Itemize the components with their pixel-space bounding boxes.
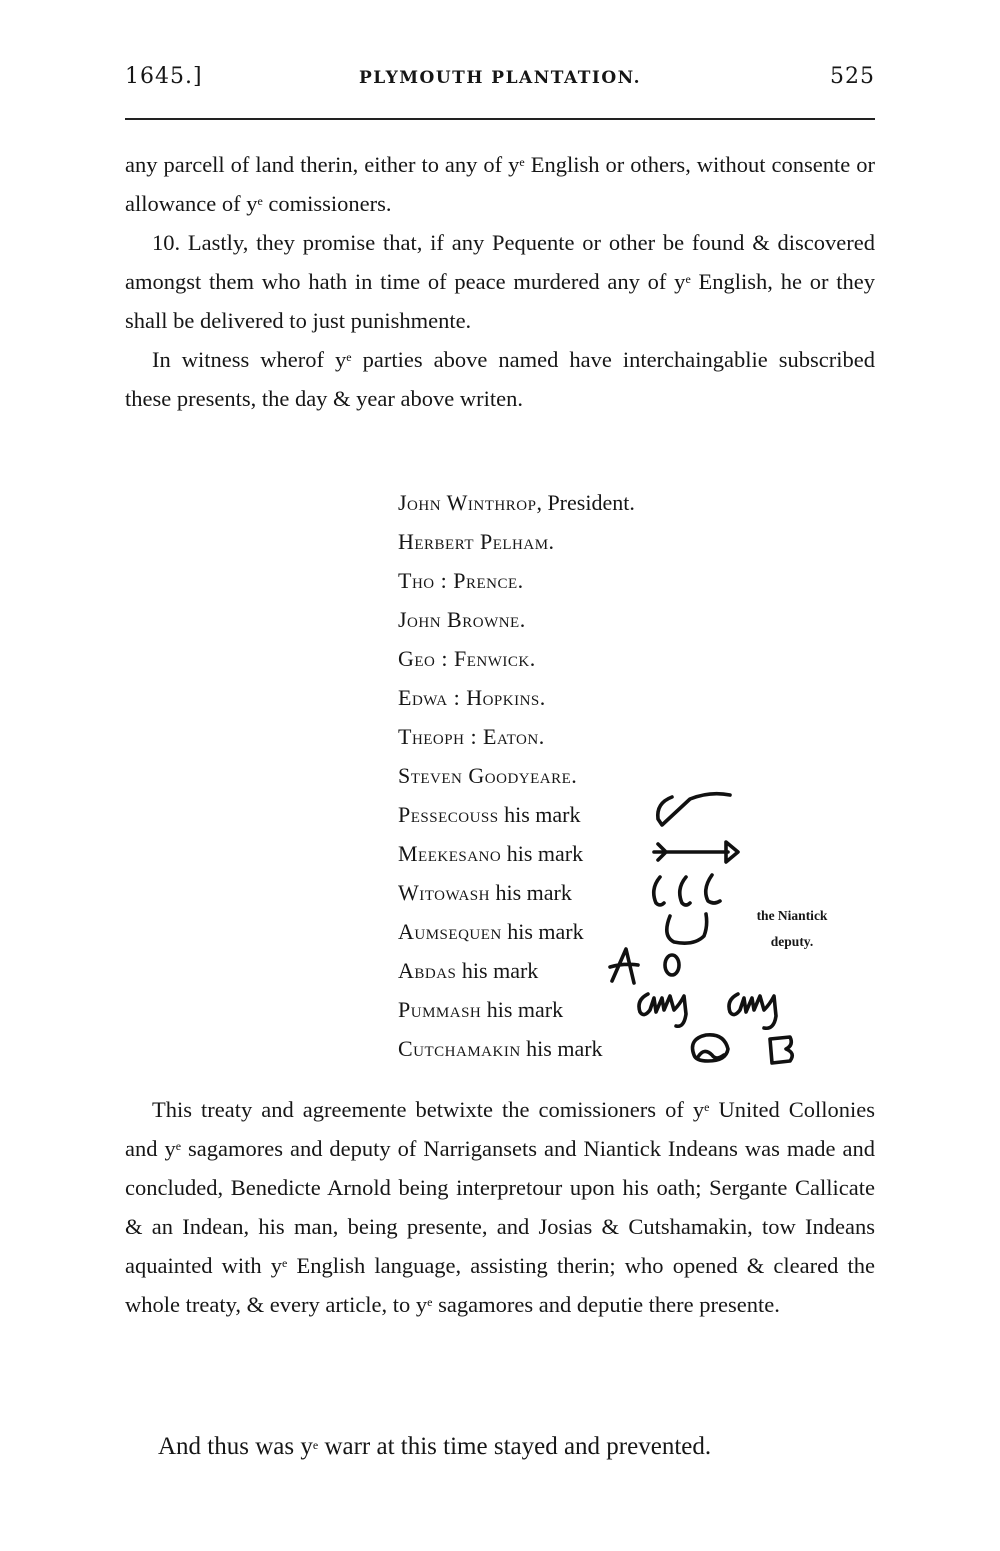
signer-pessecouss: Pessecouss his mark xyxy=(398,795,878,834)
signer-eaton: Theoph : Eaton. xyxy=(398,724,545,749)
signer-aumsequen: Aumsequen his mark xyxy=(398,912,878,951)
treaty-paragraph: This treaty and agreemente betwixte the comissioners of $y^e$ United Collonies and $y^e$ sagamores and deputy of Narrigansets and Niantick Indeans was made and concluded, Benedicte Arnold being interpretour upon his oath; Sergante Callicate & an Indean, his man, being presente, and Josias & Cutshamakin, tow Indeans aquainted with $y^e$ English language, assisting therin; who opened & cleared the whole treaty, & every article, to $y^e$ sagamores and deputie there presente. xyxy=(125,1097,875,1317)
signer-meekesano: Meekesano his mark xyxy=(398,834,878,873)
header-title: PLYMOUTH PLANTATION. xyxy=(358,68,642,88)
signer-abdas: Abdas his mark xyxy=(398,951,878,990)
pessecouss-mark-icon xyxy=(650,789,740,835)
cutchamakin-mark-icon xyxy=(684,1025,814,1069)
signer-prence: Tho : Prence. xyxy=(398,568,524,593)
arrow-mark-icon xyxy=(650,836,750,872)
signer-goodyeare: Steven Goodyeare. xyxy=(398,763,578,788)
page-number: 525 xyxy=(830,64,875,89)
signer-winthrop: John Winthrop, President. xyxy=(398,490,635,515)
header-rule xyxy=(125,118,875,120)
signer-hopkins: Edwa : Hopkins. xyxy=(398,685,546,710)
paragraph-article-10: 10. Lastly, they promise that, if any Pequente or other be found & discovered amongst them who hath in time of peace murdered any of $y^e$ English, he or they shall be delivered to just punishmente. xyxy=(125,230,875,333)
running-head xyxy=(125,64,875,98)
header-year: 1645.] xyxy=(125,64,203,89)
signer-pelham: Herbert Pelham. xyxy=(398,529,555,554)
signature-list xyxy=(398,483,878,1068)
signer-cutchamakin: Cutchamakin his mark xyxy=(398,1029,878,1068)
niantick-deputy-note: the Niantick deputy. xyxy=(756,908,828,949)
paragraph-witness: In witness wherof $y^e$ parties above named have interchaingablie subscribed these presents, the day & year above writen. xyxy=(125,347,875,411)
signer-fenwick: Geo : Fenwick. xyxy=(398,646,536,671)
closing-paragraph: And thus was $y^e$ warr at this time stayed and prevented. xyxy=(158,1433,712,1460)
signer-pummash: Pummash his mark xyxy=(398,990,878,1029)
signer-witowash: Witowash his mark xyxy=(398,873,878,912)
paragraph-continuation: any parcell of land therin, either to any of $y^e$ English or others, without consente or allowance of $y^e$ comissioners. xyxy=(125,152,875,216)
signer-browne: John Browne. xyxy=(398,607,526,632)
body-text xyxy=(125,145,875,418)
